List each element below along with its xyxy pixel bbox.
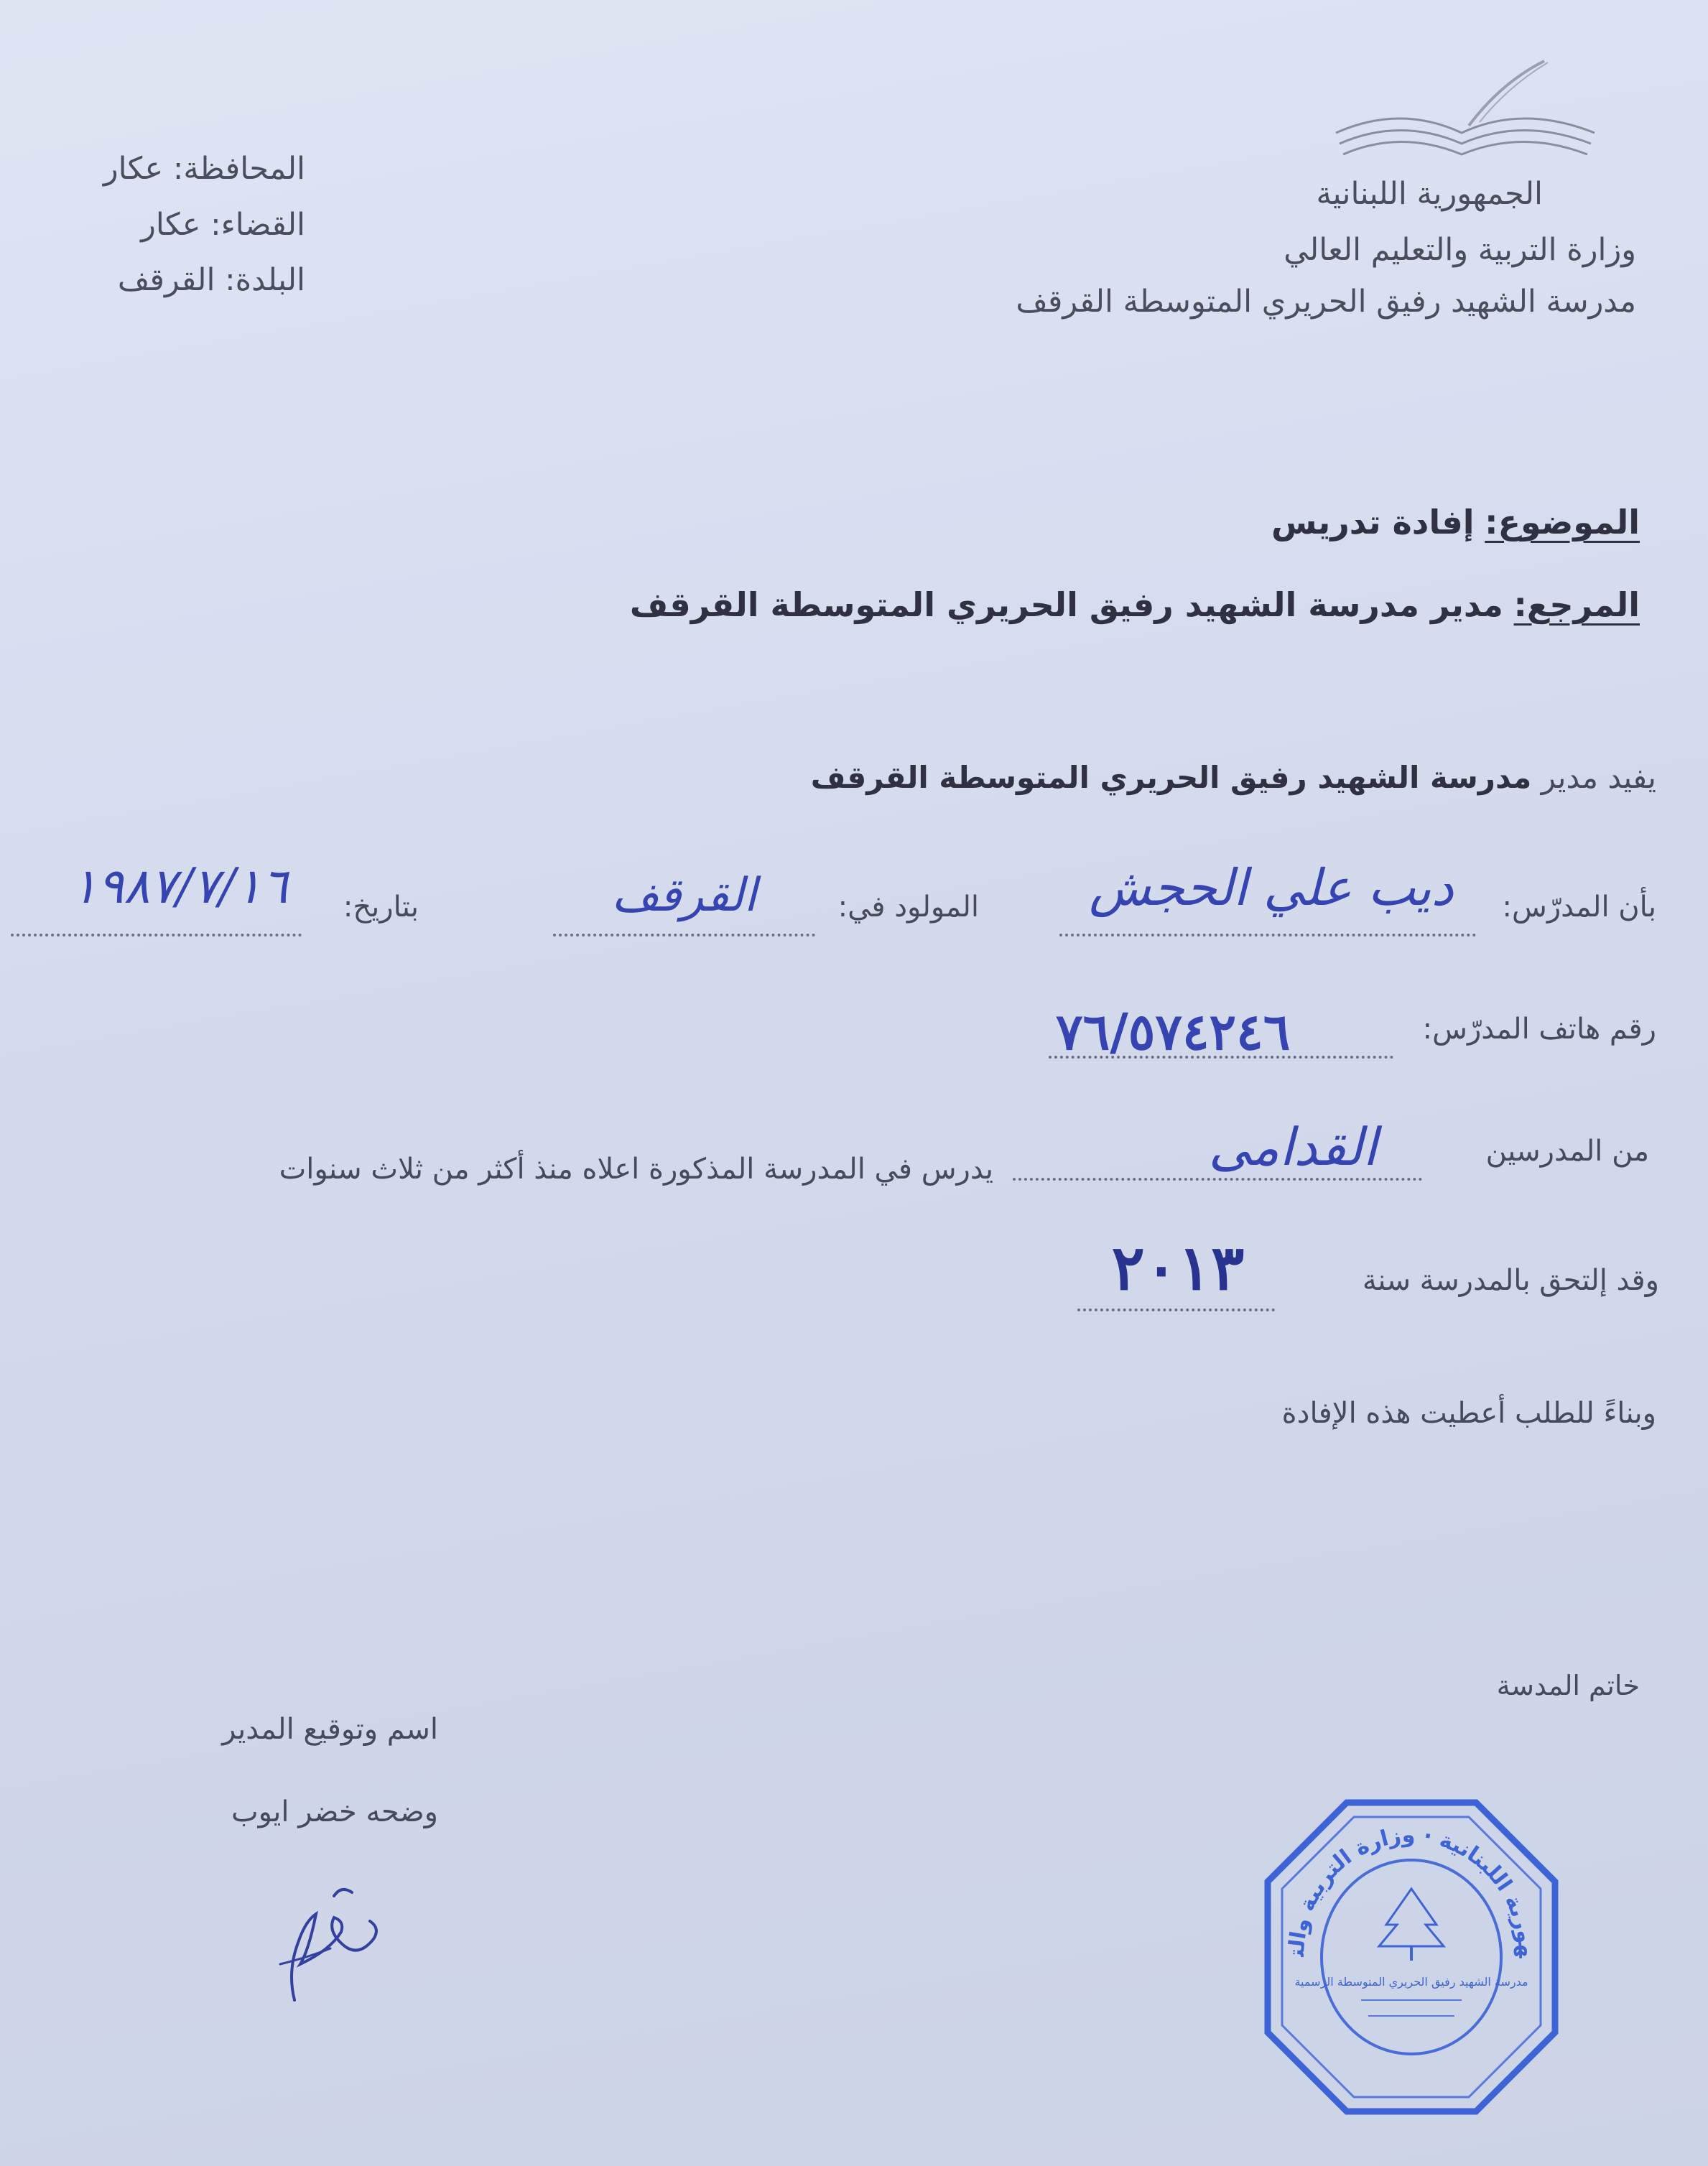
director-name: وضحه خضر ايوب <box>231 1795 438 1828</box>
stamp-outer-text: الجمهورية اللبنانية · وزارة التربية والتعليم <box>1245 1772 1539 1958</box>
intro-school: مدرسة الشهيد رفيق الحريري المتوسطة القرقف <box>810 760 1532 795</box>
header-school: مدرسة الشهيد رفيق الحريري المتوسطة القرقف <box>1016 284 1636 320</box>
category-dots <box>1013 1178 1422 1181</box>
teacher-name-dots <box>1059 934 1476 936</box>
birthplace-handwritten: القرقف <box>611 869 757 922</box>
reference-value: مدير مدرسة الشهيد رفيق الحريري المتوسطة القرقف <box>629 585 1503 624</box>
header-governorate: المحافظة: عكار <box>103 151 305 187</box>
school-stamp <box>1245 1772 1569 2122</box>
header-district: القضاء: عكار <box>141 207 305 243</box>
stamp-label: خاتم المدسة <box>1496 1670 1640 1701</box>
category-prefix: من المدرسين <box>1485 1135 1649 1168</box>
subject-value: إفادة تدريس <box>1271 503 1475 542</box>
teacher-name-label: بأن المدرّس: <box>1502 891 1656 924</box>
category-handwritten: القدامى <box>1208 1117 1378 1177</box>
joined-label: وقد إلتحق بالمدرسة سنة <box>1362 1264 1659 1297</box>
joined-handwritten: ٢٠١٣ <box>1111 1232 1245 1304</box>
joined-dots <box>1077 1309 1275 1311</box>
header-republic: الجمهورية اللبنانية <box>1316 176 1543 212</box>
reference-line <box>630 585 1640 624</box>
birthplace-dots <box>553 934 815 936</box>
stamp-inner-text: مدرسة الشهيد رفيق الحريري المتوسطة الرسمية <box>1294 1975 1528 1989</box>
phone-handwritten: ٧٦/٥٧٤٢٤٦ <box>1056 1002 1291 1061</box>
director-signature <box>266 1864 388 2007</box>
teacher-name-handwritten: ديب علي الحجش <box>1089 858 1454 917</box>
date-dots <box>11 934 302 936</box>
header-ministry: وزارة التربية والتعليم العالي <box>1284 232 1636 268</box>
date-label: بتاريخ: <box>343 891 419 924</box>
reference-label: المرجع: <box>1513 585 1640 624</box>
header-town: البلدة: القرقف <box>117 262 305 298</box>
phone-label: رقم هاتف المدرّس: <box>1422 1013 1656 1046</box>
closing-line: وبناءً للطلب أعطيت هذه الإفادة <box>1281 1397 1656 1430</box>
date-handwritten: ١٩٨٧/٧/١٦ <box>71 858 288 915</box>
ministry-logo-icon <box>1329 54 1602 162</box>
birthplace-label: المولود في: <box>837 891 979 924</box>
category-suffix: يدرس في المدرسة المذكورة اعلاه منذ أكثر من ثلاث سنوات <box>279 1153 993 1186</box>
director-title: اسم وتوقيع المدير <box>222 1713 438 1746</box>
cedar-tree-icon <box>1379 1889 1444 1961</box>
subject-label: الموضوع: <box>1485 503 1640 542</box>
subject-line <box>1271 503 1640 542</box>
intro-prefix: يفيد مدير <box>1541 760 1656 795</box>
intro-line <box>811 760 1656 795</box>
